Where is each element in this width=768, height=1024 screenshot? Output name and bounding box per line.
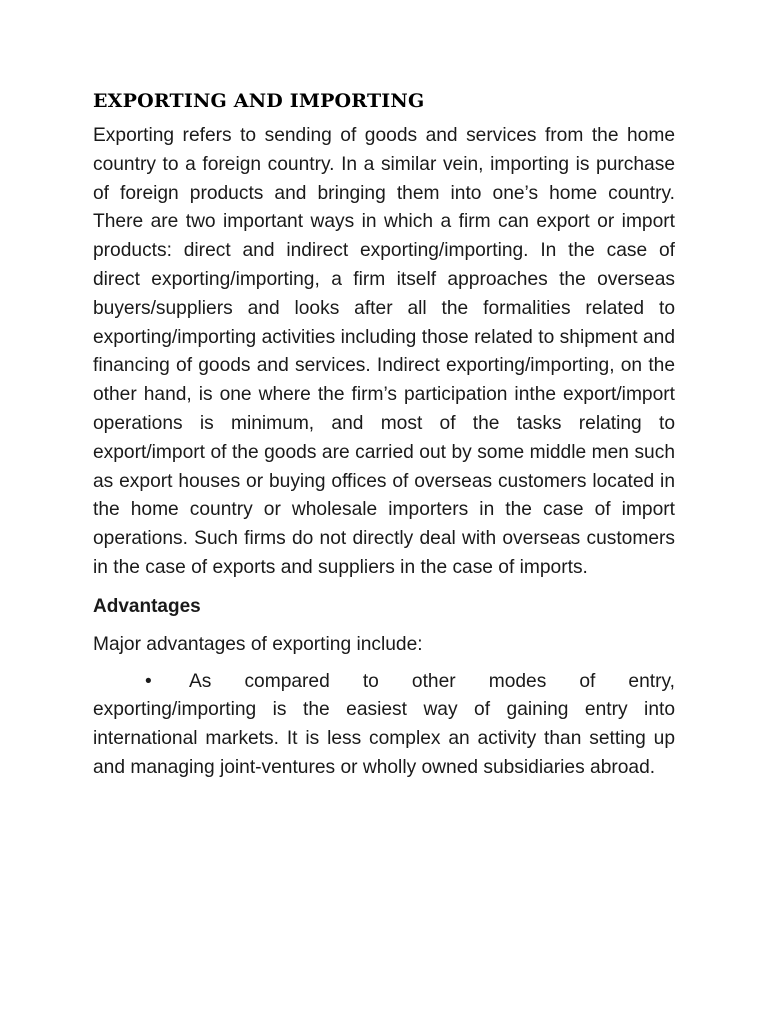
advantages-heading: Advantages <box>93 595 201 617</box>
document-page <box>93 86 675 783</box>
bullet-text: As compared to other modes of entry, exporting/importing is the easiest way of gaining entry into international markets. It is less complex an activity than setting up and managing joint-ventures or wholly owned subsidiaries abroad. <box>93 670 675 778</box>
bullet-icon: • <box>145 670 152 692</box>
advantages-lead: Major advantages of exporting include: <box>93 633 423 655</box>
bullet-item <box>93 668 675 783</box>
intro-paragraph: Exporting refers to sending of goods and services from the home country to a foreign country. In a similar vein, importing is purchase of foreign products and bringing them into one’s home country. There are two important ways in which a firm can export or import products: direct and indirect exporting/importing. In the case of direct exporting/importing, a firm itself approaches the overseas buyers/suppliers and looks after all the formalities related to exporting/importing activities including those related to shipment and financing of goods and services. Indirect exporting/importing, on the other hand, is one where the firm’s participation inthe export/import operations is minimum, and most of the tasks relating to export/import of the goods are carried out by some middle men such as export houses or buying offices of overseas customers located in the home country or wholesale importers in the case of import operations. Such firms do not directly deal with overseas customers in the case of exports and suppliers in the case of imports. <box>93 125 675 578</box>
document-heading: EXPORTING AND IMPORTING <box>93 90 425 112</box>
